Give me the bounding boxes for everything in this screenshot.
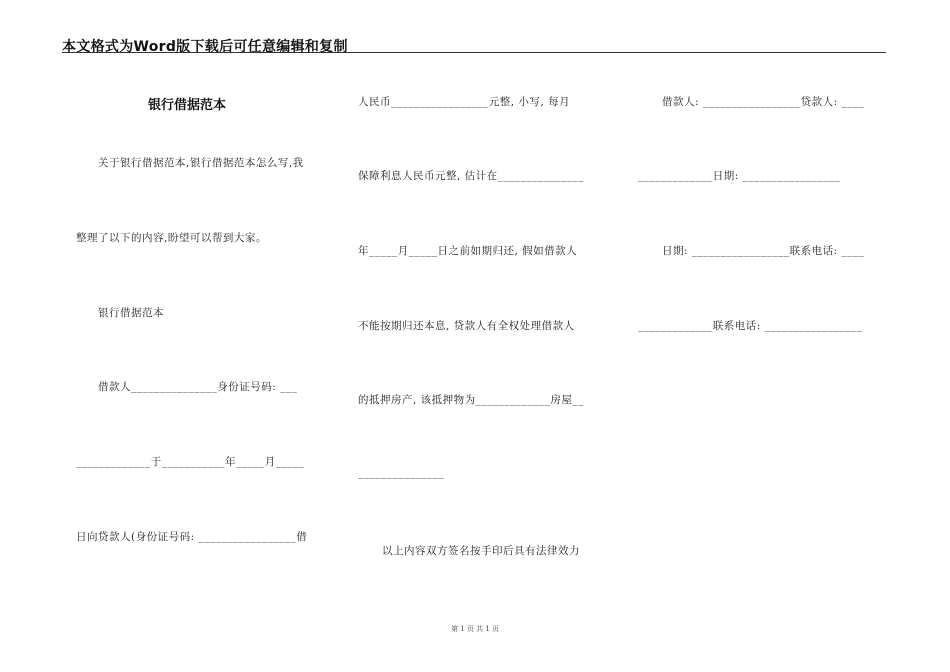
document-header: 本文格式为Word版下载后可任意编辑和复制 — [62, 39, 348, 55]
col3-line-3: 日期: _________________联系电话: ____ — [662, 245, 865, 257]
document-title: 银行借据范本 — [148, 98, 227, 113]
page-number: 第 1 页 共 1 页 — [450, 625, 500, 633]
col1-line-5: _____________于___________年_____月_____ — [76, 456, 305, 468]
col2-line-5: 的抵押房产, 该抵押物为_____________房屋__ — [358, 394, 584, 406]
col1-line-2: 整理了以下的内容,盼望可以帮到大家。 — [76, 232, 267, 244]
col2-line-7: 以上内容双方签名按手印后具有法律效力 — [382, 545, 580, 557]
header-divider — [62, 52, 886, 53]
col1-line-3: 银行借据范本 — [98, 307, 164, 319]
col1-line-4: 借款人_______________身份证号码: ___ — [98, 381, 298, 393]
col2-line-4: 不能按期归还本息, 贷款人有全权处理借款人 — [358, 320, 575, 332]
col1-line-1: 关于银行借据范本,银行借据范本怎么写,我 — [98, 157, 304, 169]
col2-line-2: 保障利息人民币元整, 估计在_______________ — [358, 170, 584, 182]
col1-line-6: 日向贷款人(身份证号码: _________________借 — [76, 531, 308, 543]
col3-line-2: _____________日期: _________________ — [638, 170, 841, 182]
col2-line-6: _______________ — [358, 467, 445, 479]
col3-line-4: _____________联系电话: _________________ — [638, 320, 863, 332]
col2-line-1: 人民币_________________元整, 小写, 每月 — [358, 96, 571, 108]
col3-line-1: 借款人: _________________贷款人: ____ — [662, 96, 865, 108]
col2-line-3: 年_____月_____日之前如期归还, 假如借款人 — [358, 245, 578, 257]
